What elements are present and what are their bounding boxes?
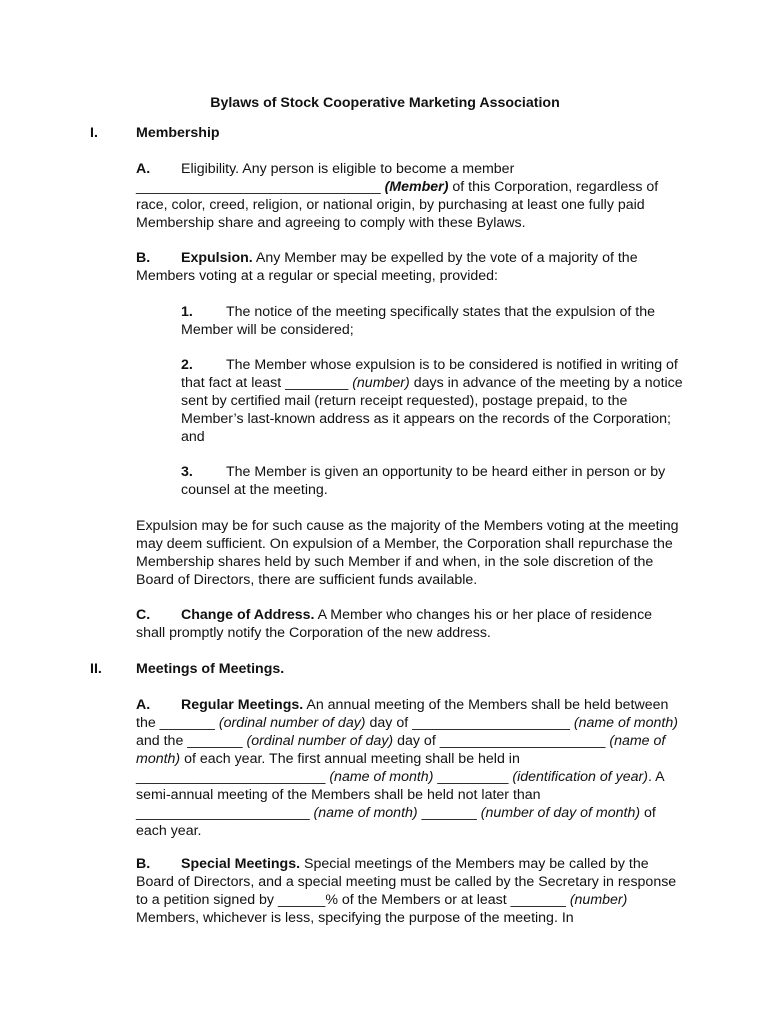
regular-text-6: _________ bbox=[437, 769, 509, 785]
number-placeholder: (number) bbox=[352, 375, 410, 391]
item-number: 1. bbox=[181, 304, 193, 320]
regular-text-1: An annual meeting of the Members shall be held between the _______ bbox=[136, 697, 669, 731]
regular-text-5: of each year. The first annual meeting shall be held in ________________________ bbox=[136, 751, 520, 785]
paragraph-expulsion-condition-2 bbox=[181, 356, 684, 446]
section-heading-meetings bbox=[90, 660, 284, 678]
eligibility-rest: of this Corporation, regardless of race, color, creed, religion, or national origin, by purchasing at least one fully paid Membership share and agreeing to comply with these Bylaws. bbox=[136, 179, 659, 231]
special-text-2: Members, whichever is less, specifying the purpose of the meeting. In bbox=[136, 910, 574, 926]
eligibility-lead: Eligibility. Any person is eligible to become a member bbox=[181, 161, 515, 177]
expulsion-cause-text: Expulsion may be for such cause as the majority of the Members voting at the meeting may deem sufficient. On expulsion of a Member, the Corporation shall repurchase the Membership shares held by such Member if and when, in the sole discretion of the Board of Directors, there are sufficient funds available. bbox=[136, 518, 679, 588]
regular-text-3: and the _______ bbox=[136, 733, 243, 749]
paragraph-expulsion-condition-3 bbox=[181, 463, 684, 499]
paragraph-expulsion bbox=[136, 249, 684, 285]
item-letter: B. bbox=[136, 250, 151, 266]
condition-text: The Member is given an opportunity to be heard either in person or by counsel at the meeting. bbox=[181, 464, 666, 498]
condition-text: The notice of the meeting specifically states that the expulsion of the Member will be considered; bbox=[181, 304, 656, 338]
regular-text-7: . A semi-annual meeting of the Members shall be held not later than ______________________ bbox=[136, 769, 664, 821]
section-number: I. bbox=[90, 125, 98, 141]
regular-text-8: _______ bbox=[421, 805, 477, 821]
regular-placeholder-5: (name of month) bbox=[329, 769, 434, 785]
condition-text-b: days in advance of the meeting by a notice sent by certified mail (return receipt requested), postage prepaid, to the Member’s last-known address as it appears on the records of the Corporation; and bbox=[181, 375, 683, 445]
member-label: (Member) bbox=[384, 179, 449, 195]
regular-meetings-heading: Regular Meetings. bbox=[181, 697, 304, 713]
change-of-address-text: A Member who changes his or her place of residence shall promptly notify the Corporation of the new address. bbox=[136, 607, 653, 641]
paragraph-regular-meetings bbox=[136, 696, 684, 840]
item-letter: C. bbox=[136, 607, 151, 623]
regular-placeholder-2: (name of month) bbox=[573, 715, 678, 731]
document-title: Bylaws of Stock Cooperative Marketing Association bbox=[210, 95, 560, 111]
change-of-address-heading: Change of Address. bbox=[181, 607, 315, 623]
section-heading-membership bbox=[90, 124, 220, 142]
special-meetings-heading: Special Meetings. bbox=[181, 856, 301, 872]
expulsion-text: Any Member may be expelled by the vote of a majority of the Members voting at a regular or special meeting, provided: bbox=[136, 250, 638, 284]
regular-text-9: of each year. bbox=[136, 805, 656, 839]
section-title: Membership bbox=[136, 125, 220, 141]
section-number: II. bbox=[90, 661, 102, 677]
regular-placeholder-3: (ordinal number of day) bbox=[246, 733, 394, 749]
expulsion-heading: Expulsion. bbox=[181, 250, 253, 266]
section-title: Meetings of Meetings. bbox=[136, 661, 285, 677]
regular-placeholder-4: (name of month) bbox=[136, 733, 666, 767]
regular-text-2: day of ____________________ bbox=[369, 715, 570, 731]
paragraph-expulsion-cause bbox=[136, 517, 684, 589]
item-letter: B. bbox=[136, 856, 151, 872]
special-placeholder-1: (number) bbox=[569, 892, 628, 908]
special-text-1: Special meetings of the Members may be called by the Board of Directors, and a special meeting must be called by the Secretary in response to a petition signed by ______% of the Members or at least _______ bbox=[136, 856, 677, 908]
paragraph-expulsion-condition-1 bbox=[181, 303, 684, 339]
item-letter: A. bbox=[136, 697, 151, 713]
condition-text-a: The Member whose expulsion is to be considered is notified in writing of that fact at least ________ bbox=[181, 357, 678, 391]
paragraph-special-meetings bbox=[136, 855, 684, 927]
item-letter: A. bbox=[136, 161, 151, 177]
regular-placeholder-6: (identification of year) bbox=[512, 769, 648, 785]
regular-placeholder-1: (ordinal number of day) bbox=[218, 715, 366, 731]
paragraph-change-of-address bbox=[136, 606, 684, 642]
regular-placeholder-7: (name of month) bbox=[313, 805, 418, 821]
item-number: 2. bbox=[181, 357, 193, 373]
item-number: 3. bbox=[181, 464, 193, 480]
member-blank: _______________________________ bbox=[136, 179, 381, 195]
regular-text-4: day of _____________________ bbox=[397, 733, 606, 749]
regular-placeholder-8: (number of day of month) bbox=[480, 805, 641, 821]
paragraph-eligibility bbox=[136, 160, 684, 232]
